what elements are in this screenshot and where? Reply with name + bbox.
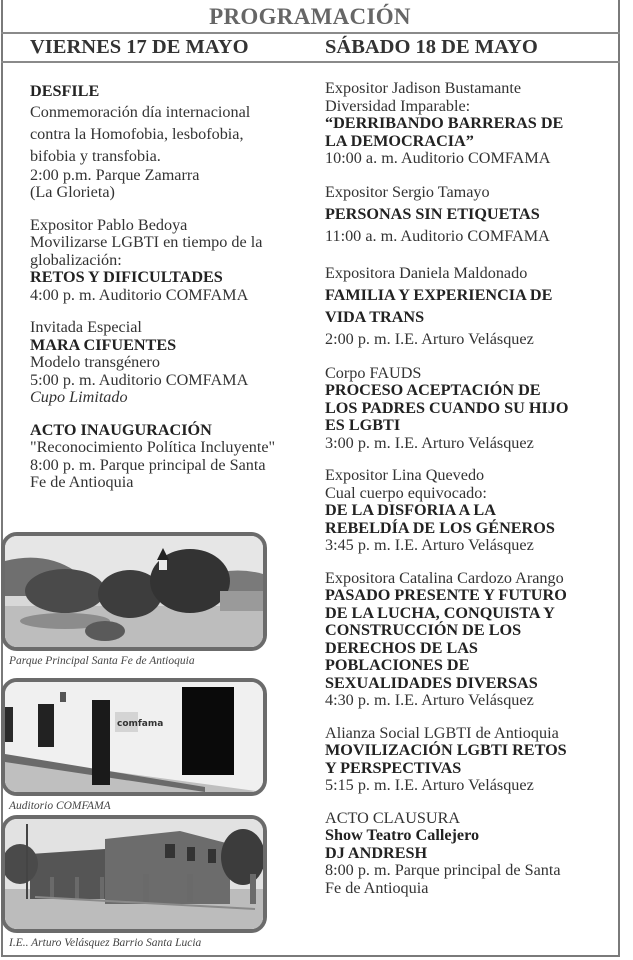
event-time-place: 3:00 p. m. I.E. Arturo Velásquez [325, 433, 534, 452]
event-description [30, 101, 315, 167]
photo-auditorio-comfama [1, 678, 267, 796]
event-title: DESFILE [30, 82, 100, 100]
event-note: Cupo Limitado [30, 388, 128, 406]
header-divider [1, 61, 620, 63]
event-title: PROCESO ACEPTACIÓN DE [325, 381, 541, 399]
event-time-place: 4:30 p. m. I.E. Arturo Velásquez [325, 691, 534, 709]
event-catalina-cardozo [325, 570, 615, 710]
saturday-column [325, 80, 615, 912]
event-title: RETOS Y DIFICULTADES [30, 268, 223, 286]
event-title: FAMILIA Y EXPERIENCIA DE [325, 285, 553, 304]
event-jadison-bustamante [325, 80, 615, 168]
event-intro: Cual cuerpo equivocado: [325, 483, 487, 502]
text-line: contra la Homofobia, lesbofobia, [30, 124, 244, 143]
event-intro: ACTO CLAUSURA [325, 808, 461, 827]
event-acto-clausura [325, 810, 615, 898]
event-title: MOVILIZACIÓN LGBTI RETOS [325, 741, 567, 759]
event-time-place: 11:00 a. m. Auditorio COMFAMA [325, 226, 550, 245]
comfama-sign: comfama [117, 719, 164, 729]
event-time-place: Fe de Antioquia [30, 473, 134, 491]
event-time-place: 5:00 p. m. Auditorio COMFAMA [30, 370, 249, 389]
event-title: DE LA LUCHA, CONQUISTA Y [325, 603, 555, 622]
photo-parque-principal [1, 532, 267, 651]
photo-caption: Auditorio COMFAMA [9, 800, 111, 812]
photo-ie-arturo-velasquez [1, 815, 267, 933]
day-heading-saturday: SÁBADO 18 DE MAYO [325, 36, 538, 58]
photo-caption: I.E.. Arturo Velásquez Barrio Santa Lucia [9, 937, 202, 949]
event-title: LA DEMOCRACIA” [325, 131, 474, 150]
event-desfile [30, 83, 315, 202]
event-intro: Expositor Jadison Bustamante [325, 79, 522, 97]
text-line: Conmemoración día internacional [30, 102, 251, 121]
text-line: bifobia y transfobia. [30, 146, 161, 165]
event-title: “DERRIBANDO BARRERAS DE [325, 114, 564, 132]
event-subtitle: "Reconocimiento Política Incluyente" [30, 438, 276, 456]
event-acto-inauguracion [30, 422, 315, 492]
event-title: POBLACIONES DE [325, 656, 470, 674]
event-time-place: 10:00 a. m. Auditorio COMFAMA [325, 149, 551, 167]
event-intro: Diversidad Imparable: [325, 96, 471, 115]
event-sergio-tamayo [325, 181, 615, 247]
event-title: PERSONAS SIN ETIQUETAS [325, 204, 540, 223]
event-title: REBELDÍA DE LOS GÉNEROS [325, 518, 555, 537]
school-image [5, 819, 263, 929]
event-intro: Expositora Catalina Cardozo Arango [325, 568, 564, 587]
event-intro: Invitada Especial [30, 318, 142, 336]
event-pablo-bedoya [30, 217, 315, 305]
event-mara-cifuentes [30, 319, 315, 407]
event-title: DE LA DISFORIA A LA [325, 501, 496, 519]
event-time-place: 3:45 p. m. I.E. Arturo Velásquez [325, 536, 534, 554]
event-title: VIDA TRANS [325, 307, 425, 326]
event-corpo-fauds [325, 365, 615, 453]
event-time-place: 2:00 p. m. I.E. Arturo Velásquez [325, 329, 534, 348]
event-subtitle: Modelo transgénero [30, 353, 160, 371]
event-intro: Expositora Daniela Maldonado [325, 263, 528, 282]
event-intro: Expositor Pablo Bedoya [30, 215, 188, 234]
building-image [5, 682, 263, 792]
event-title: DERECHOS DE LAS [325, 638, 478, 657]
title-divider [1, 32, 620, 34]
event-intro: Movilizarse LGBTI en tiempo de la [30, 233, 263, 251]
event-title: MARA CIFUENTES [30, 335, 177, 354]
day-heading-friday: VIERNES 17 DE MAYO [30, 36, 249, 58]
park-image [5, 536, 263, 647]
event-title: SEXUALIDADES DIVERSAS [325, 673, 538, 692]
friday-column [30, 83, 315, 507]
event-title: PASADO PRESENTE Y FUTURO [325, 586, 567, 604]
event-time-place: 8:00 p. m. Parque principal de Santa [325, 861, 561, 879]
event-intro: Corpo FAUDS [325, 363, 422, 382]
event-intro: Expositor Lina Quevedo [325, 466, 485, 484]
event-time-place: 5:15 p. m. I.E. Arturo Velásquez [325, 776, 534, 794]
event-intro: Alianza Social LGBTI de Antioquia [325, 723, 559, 742]
event-time-place: 4:00 p. m. Auditorio COMFAMA [30, 285, 249, 304]
event-title: LOS PADRES CUANDO SU HIJO [325, 398, 569, 417]
event-time-place: (La Glorieta) [30, 183, 115, 201]
event-daniela-maldonado [325, 262, 615, 350]
event-title: ACTO INAUGURACIÓN [30, 420, 212, 439]
event-time-place: Fe de Antioquia [325, 878, 429, 897]
page-title: PROGRAMACIÓN [209, 4, 411, 29]
event-time-place: 8:00 p. m. Parque principal de Santa [30, 455, 266, 474]
event-title: DJ ANDRESH [325, 843, 428, 862]
event-title: Y PERSPECTIVAS [325, 758, 462, 777]
event-title: CONSTRUCCIÓN DE LOS [325, 621, 522, 639]
event-intro: globalización: [30, 250, 122, 269]
event-title: Show Teatro Callejero [325, 826, 480, 844]
event-lina-quevedo [325, 467, 615, 555]
event-intro: Expositor Sergio Tamayo [325, 182, 490, 201]
event-time-place: 2:00 p.m. Parque Zamarra [30, 165, 200, 184]
event-alianza-social [325, 725, 615, 795]
event-title: ES LGBTI [325, 416, 401, 434]
photo-caption: Parque Principal Santa Fe de Antioquia [9, 655, 195, 667]
